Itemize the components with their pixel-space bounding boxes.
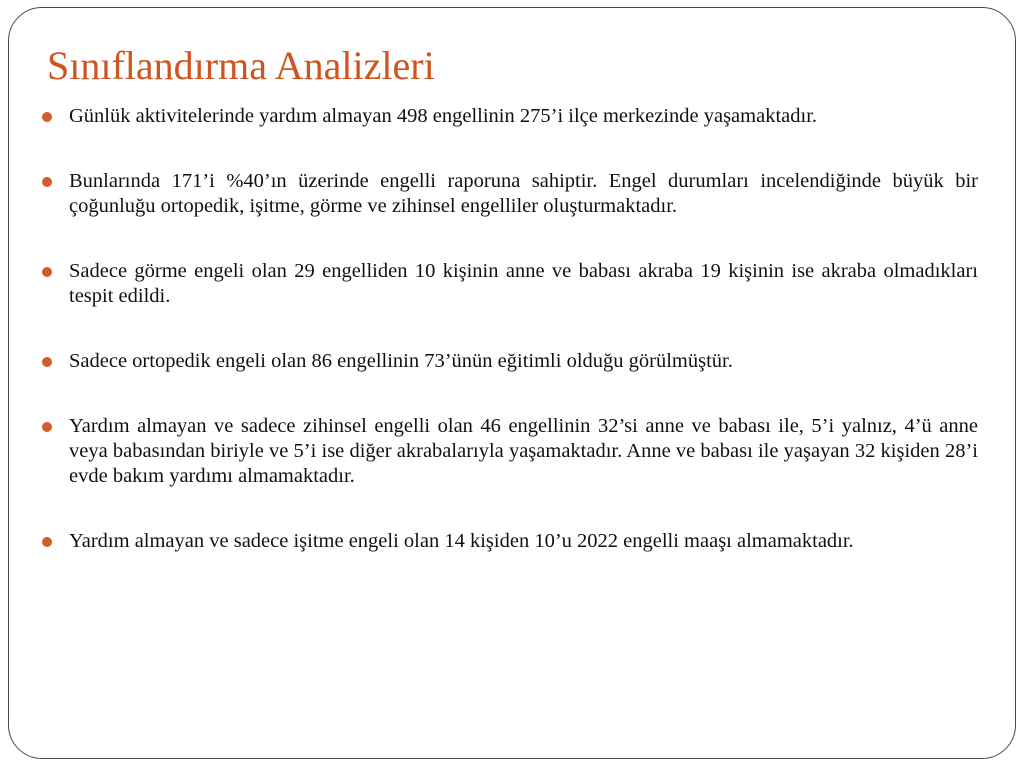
bullet-item (38, 259, 978, 309)
bullet-dot-icon (42, 422, 52, 432)
bullet-text: Yardım almayan ve sadece işitme engeli olan 14 kişiden 10’u 2022 engelli maaşı almamaktadır. (69, 530, 854, 552)
bullet-text: Sadece görme engeli olan 29 engelliden 10 kişinin anne ve babası akraba 19 kişinin ise akraba olmadıkları tespit edildi. (69, 260, 978, 307)
bullet-item (38, 529, 978, 554)
bullet-text: Yardım almayan ve sadece zihinsel engelli olan 46 engellinin 32’si anne ve babası ile, 5’i yalnız, 4’ü anne veya babasından biriyle ve 5’i ise diğer akrabalarıyla yaşamaktadır. Anne ve babası ile yaşayan 32 kişiden 28’i evde bakım yardımı almamaktadır. (69, 415, 978, 487)
bullet-text: Günlük aktivitelerinde yardım almayan 498 engellinin 275’i ilçe merkezinde yaşamaktadır. (69, 105, 818, 127)
bullet-item (38, 349, 978, 374)
bullet-dot-icon (42, 112, 52, 122)
bullet-item (38, 169, 978, 219)
bullet-text: Bunlarında 171’i %40’ın üzerinde engelli raporuna sahiptir. Engel durumları incelendiğinde büyük bir çoğunluğu ortopedik, işitme, görme ve zihinsel engelliler oluşturmaktadır. (69, 170, 978, 217)
bullet-dot-icon (42, 357, 52, 367)
bullet-text: Sadece ortopedik engeli olan 86 engellinin 73’ünün eğitimli olduğu görülmüştür. (69, 350, 733, 372)
bullet-dot-icon (42, 177, 52, 187)
bullet-list (38, 104, 978, 594)
bullet-item (38, 414, 978, 489)
bullet-dot-icon (42, 267, 52, 277)
slide-title: Sınıflandırma Analizleri (47, 43, 435, 88)
bullet-dot-icon (42, 537, 52, 547)
bullet-item (38, 104, 978, 129)
